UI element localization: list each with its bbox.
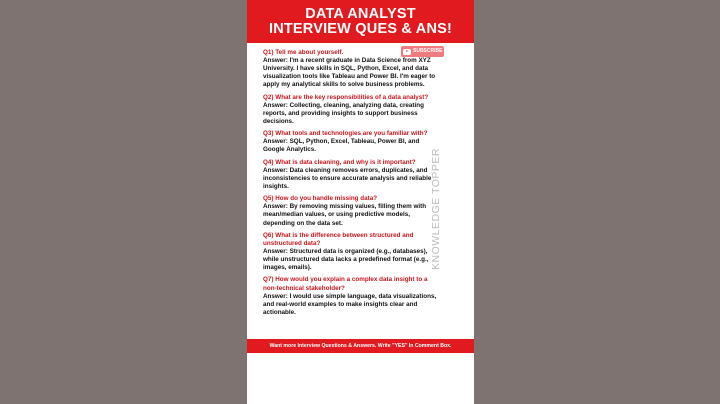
footer-banner: Want more Interview Questions & Answers. Write "YES" In Comment Box. xyxy=(247,339,474,353)
question-text: unstructured data? xyxy=(263,239,321,247)
question-text: Q2) What are the key responsibilities of a data analyst? xyxy=(263,93,429,101)
qa-item xyxy=(263,276,463,316)
question-text: Q5) How do you handle missing data? xyxy=(263,195,378,203)
answer-text: Answer: I'm a recent graduate in Data Science from XYZ xyxy=(263,57,431,65)
qa-item xyxy=(263,94,463,126)
answer-text: actionable. xyxy=(263,308,296,316)
answer-text: Answer: Collecting, cleaning, analyzing data, creating xyxy=(263,101,424,109)
answer-text: Answer: Structured data is organized (e.g., databases), xyxy=(263,248,428,255)
answer-text: apply my analytical skills to solve business problems. xyxy=(263,81,425,89)
title-line-2: INTERVIEW QUES & ANS! xyxy=(268,21,453,37)
question-text: non-technical stakeholder? xyxy=(263,284,345,292)
answer-text: Google Analytics. xyxy=(263,146,316,154)
question-text: Q6) What is the difference between structured and xyxy=(263,231,414,239)
answer-text: visualization tools like Tableau and Power BI. I'm eager to xyxy=(263,73,436,81)
post-card xyxy=(247,0,474,404)
answer-text: reports, and providing insights to support business xyxy=(263,109,418,117)
question-text: Q4) What is data cleaning, and why is it important? xyxy=(263,158,416,166)
answer-text: University. I have skills in SQL, Python, Excel, and data xyxy=(263,65,429,73)
watermark: KNOWLEDGE TOPPER xyxy=(430,148,442,270)
answer-text: images, emails). xyxy=(263,264,312,272)
answer-text: mean/median values, or using predictive models, xyxy=(263,211,410,219)
answer-text: Answer: By removing missing values, filling them with xyxy=(263,203,427,211)
answer-text: insights. xyxy=(263,182,289,190)
question-text: Q7) How would you explain a complex data insight to a xyxy=(263,276,428,284)
question-text: Q1) Tell me about yourself. xyxy=(263,49,344,56)
subscribe-label: SUBSCRIBE xyxy=(413,48,443,54)
answer-text: depending on the data set. xyxy=(263,219,343,227)
header-banner xyxy=(247,0,474,43)
answer-text: and real-world examples to make insights clear and xyxy=(263,300,418,308)
title-line-1: DATA ANALYST xyxy=(305,6,416,22)
qa-item xyxy=(263,49,463,89)
answer-text: Answer: SQL, Python, Excel, Tableau, Power BI, and xyxy=(263,138,420,146)
answer-text: Answer: I would use simple language, data visualizations, xyxy=(263,292,437,300)
answer-text: Answer: Data cleaning removes errors, duplicates, and xyxy=(263,166,428,174)
question-text: Q3) What tools and technologies are you familiar with? xyxy=(263,130,428,138)
answer-text: decisions. xyxy=(263,117,294,125)
answer-text: inconsistencies to ensure accurate analysis and reliable xyxy=(263,174,432,182)
answer-text: while unstructured data lacks a predefined format (e.g., xyxy=(263,256,429,264)
